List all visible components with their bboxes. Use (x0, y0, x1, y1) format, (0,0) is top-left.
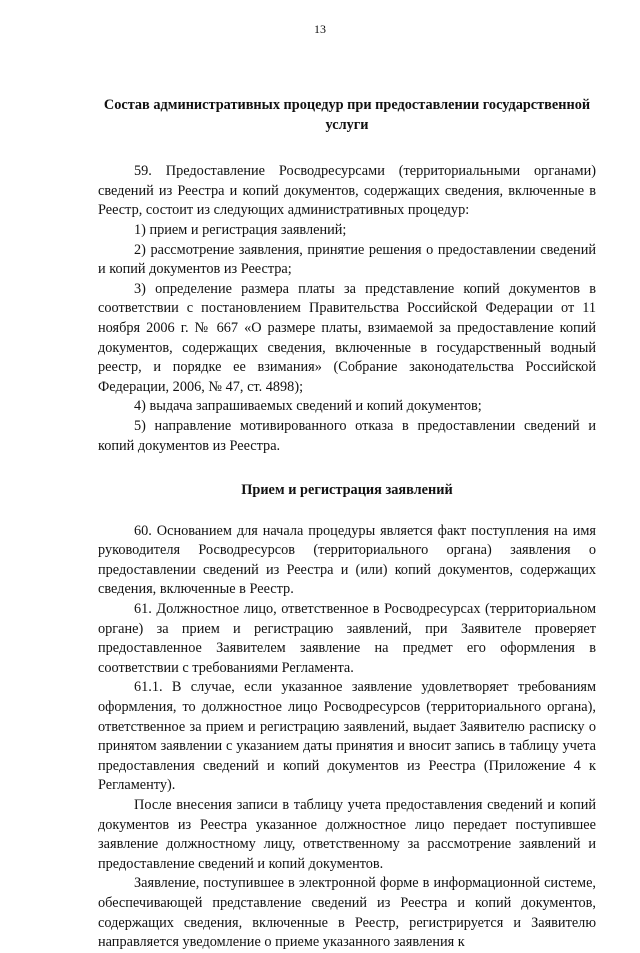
paragraph-after-record: После внесения записи в таблицу учета предоставления сведений и копий документов из Реестра указанное должностное лицо передает поступившее заявление должностному лицу, ответственному за рассмотрение заявлений и предоставление сведений и копий документов. (98, 797, 596, 872)
list-item-4: 4) выдача запрашиваемых сведений и копий документов; (134, 398, 482, 415)
section-heading-reception: Прием и регистрация заявлений (241, 482, 453, 499)
list-item-1: 1) прием и регистрация заявлений; (134, 221, 347, 238)
list-item-2: 2) рассмотрение заявления, принятие решения о предоставлении сведений и копий документов из Реестра; (98, 241, 596, 278)
paragraph-59: 59. Предоставление Росводресурсами (территориальными органами) сведений из Реестра и копий документов, содержащих сведения, включенные в Реестр, состоит из следующих административных процедур: (98, 163, 596, 219)
paragraph-61: 61. Должностное лицо, ответственное в Росводресурсах (территориальном органе) за прием и регистрацию заявлений, при Заявителе проверяет предоставленное Заявителем заявление на предмет его оформления в соответствии с требованиями Регламента. (98, 601, 596, 676)
paragraph-electronic-application: Заявление, поступившее в электронной форме в информационной системе, обеспечивающей представление сведений из Реестра и копий документов, содержащих сведения, включенные в Реестр, регистрируется и Заявителю направляется уведомление о приеме указанного заявления к (98, 875, 596, 951)
page-number: 13 (314, 22, 326, 36)
list-item-5: 5) направление мотивированного отказа в предоставлении сведений и копий документов из Реестра. (98, 417, 596, 454)
paragraph-60: 60. Основанием для начала процедуры является факт поступления на имя руководителя Росводресурсов (территориального органа) заявления о предоставлении сведений из Реестра и (или) копий документов, содержащих сведения, включенные в Реестр. (98, 522, 596, 598)
document-body (98, 96, 596, 953)
paragraph-61-1: 61.1. В случае, если указанное заявление удовлетворяет требованиям оформления, то должностное лицо Росводресурсов (территориального органа), ответственное за прием и регистрацию заявлений, выдает Заявителю расписку о принятом заявлении с указанием даты принятия и вносит запись в таблицу учета предоставления сведений и копий документов из Реестра (Приложение 4 к Регламенту). (98, 679, 596, 794)
list-item-3: 3) определение размера платы за представление копий документов в соответствии с постановлением Правительства Российской Федерации от 11 ноября 2006 г. № 667 «О размере платы, взимаемой за предоставление копий документов, содержащих сведения, включенные в государственный водный реестр, и порядке ее взимания» (Собрание законодательства Российской Федерации, 2006, № 47, ст. 4898); (98, 280, 596, 395)
section-heading-procedures: Состав административных процедур при предоставлении государственной услуги (103, 97, 591, 133)
